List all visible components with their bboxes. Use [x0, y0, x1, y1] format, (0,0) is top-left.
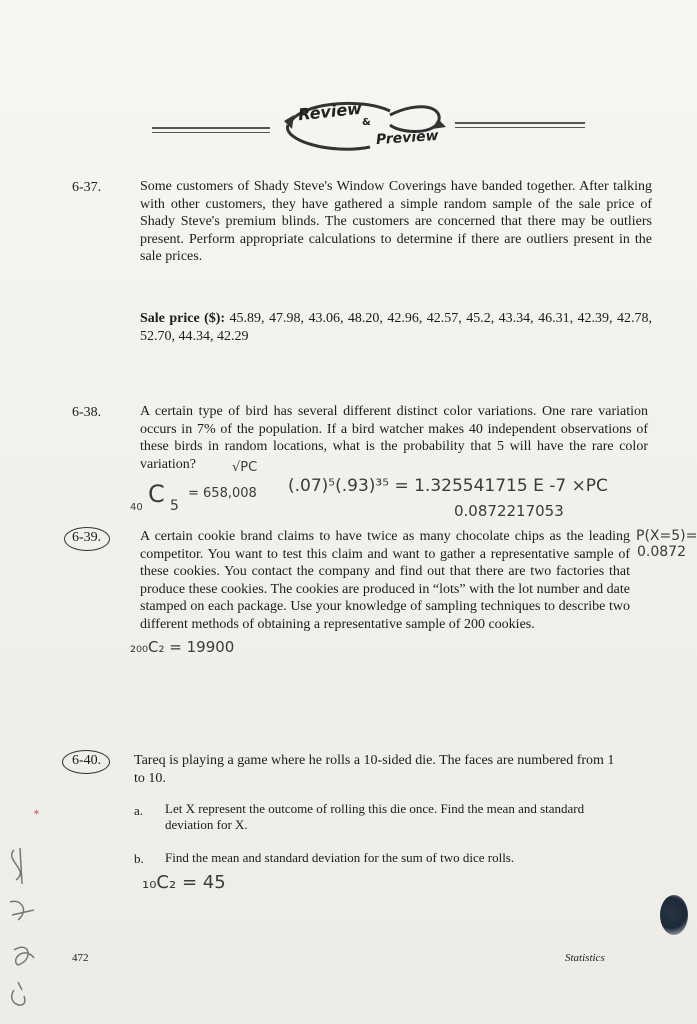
handwritten-comb-n: 40 [130, 502, 143, 513]
question-number-6-37: 6-37. [72, 180, 102, 195]
header-rule-right [455, 122, 585, 124]
part-text-b: Find the mean and standard deviation for the sum of two dice rolls. [165, 850, 515, 865]
question-number-6-40: 6-40. [72, 753, 102, 768]
margin-red-mark: ⁎ [34, 806, 39, 817]
handwritten-comb-10: ₁₀C₂ = 45 [142, 872, 226, 893]
header-rule-left-thin [152, 132, 270, 133]
header-rule-right-thin [455, 127, 585, 128]
handwritten-comb-value: = 658,008 [188, 486, 257, 501]
logo-preview-text: Preview [375, 127, 440, 149]
handwritten-comb-k: 5 [170, 498, 179, 514]
question-text-6-38: A certain type of bird has several different distinct color variations. One rare variation occurs in 7% of the population. If a bird watcher makes 40 independent observations of these birds in random locations, what is the probability that 5 will have the rare color variation? [140, 404, 648, 472]
handwritten-probability-expr: (.07)⁵(.93)³⁵ = 1.325541715 E -7 ×PC [288, 476, 608, 496]
question-data-6-37 [140, 310, 652, 345]
question-number-6-39: 6-39. [72, 530, 102, 545]
part-text-a: Let X represent the outcome of rolling this die once. Find the mean and standard deviation for X. [165, 801, 585, 832]
question-text-6-40: Tareq is playing a game where he rolls a 10-sided die. The faces are numbered from 1 to 10. [134, 753, 615, 786]
margin-doodles [0, 840, 50, 1020]
handwritten-comb-200: ₂₀₀C₂ = 19900 [130, 638, 235, 656]
question-text-6-39: A certain cookie brand claims to have twice as many chocolate chips as the leading competitor. You want to test this claim and want to gather a representative sample of these cookies. You contact the company and find out that there are two factories that produce these cookies. The cookies are produced in “lots” with the lot number and date stamped on each package. Use your knowledge of sampling techniques to describe two different methods of obtaining a representative sample of 200 cookies. [140, 529, 630, 632]
header-rule-left [152, 127, 270, 129]
sale-price-values: 45.89, 47.98, 43.06, 48.20, 42.96, 42.57, 45.2, 43.34, 46.31, 42.39, 42.78, 52.70, 44.34, 42.29 [140, 311, 653, 344]
handwritten-comb-c: C [148, 480, 165, 508]
sale-price-label: Sale price ($): [140, 311, 226, 326]
logo-ampersand: & [362, 117, 371, 128]
book-title: Statistics [565, 952, 605, 964]
logo-review-text: Review [297, 98, 363, 125]
handwritten-probability-result: 0.0872217053 [454, 502, 564, 520]
handwritten-pc-note: √PC [232, 460, 258, 475]
handwritten-margin-value: 0.0872 [637, 544, 686, 560]
handwritten-margin-label: P(X=5)= [636, 528, 697, 544]
binder-hole [660, 895, 688, 935]
page-number: 472 [72, 952, 89, 964]
question-text-6-37: Some customers of Shady Steve's Window Coverings have banded together. After talking with other customers, they have gathered a simple random sample of the sale price of Shady Steve's premium blinds. The customers are concerned that there may be outliers present. Perform appropriate calculations to determine if there are outliers present in the sale prices. [140, 179, 652, 264]
part-label-b: b. [134, 851, 144, 866]
part-label-a: a. [134, 803, 144, 818]
question-number-6-38: 6-38. [72, 405, 102, 420]
